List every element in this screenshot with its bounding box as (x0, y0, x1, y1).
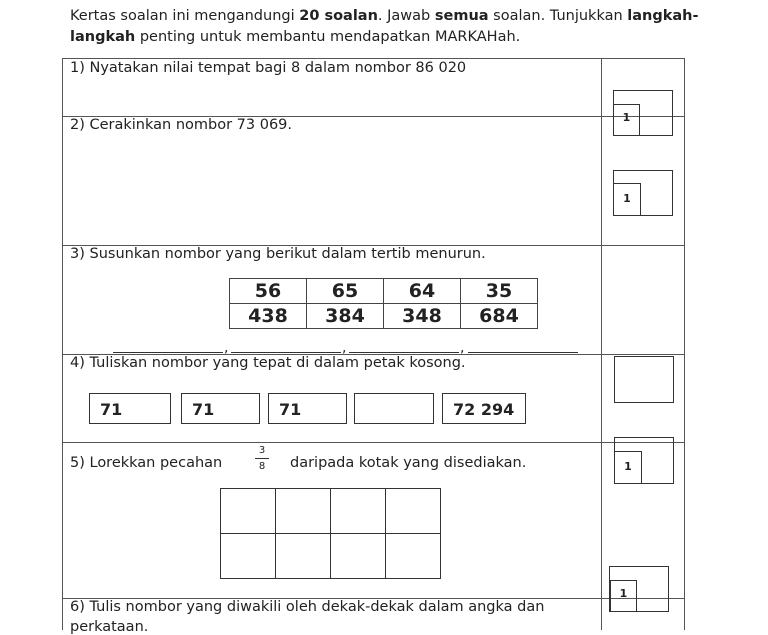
mark-value-q5: 1 (614, 451, 642, 484)
mark-value-q6: 1 (610, 580, 637, 612)
number-cell: 438 (230, 304, 307, 329)
number-cell: 56 (230, 279, 307, 304)
q3-number-row-bottom (230, 304, 538, 329)
question-3: 3) Susunkan nombor yang berikut dalam tertib menurun. (70, 246, 486, 262)
number-cell: 348 (384, 304, 461, 329)
question-5-before: 5) Lorekkan pecahan (70, 455, 223, 471)
grid-cell[interactable] (221, 534, 276, 579)
question-4: 4) Tuliskan nombor yang tepat di dalam petak kosong. (70, 355, 466, 371)
grid-cell[interactable] (331, 489, 386, 534)
question-6-line-1: 6) Tulis nombor yang diwakili oleh dekak-dekak dalam angka dan (70, 599, 545, 615)
fraction-denominator: 8 (258, 461, 266, 472)
intro-bold-1: 20 soalan (299, 8, 378, 24)
shading-grid (220, 488, 441, 579)
q3-number-table (229, 278, 538, 329)
mark-box-q4 (614, 356, 674, 403)
fraction-numerator: 3 (258, 445, 266, 456)
table-border-left (62, 58, 63, 630)
table-border-right (684, 58, 685, 630)
q3-number-row-top (230, 279, 538, 304)
intro-text-4: penting untuk membantu mendapatkan MARKAHah. (135, 29, 521, 45)
grid-cell[interactable] (221, 489, 276, 534)
number-cell: 35 (461, 279, 538, 304)
grid-cell[interactable] (331, 534, 386, 579)
grid-cell[interactable] (386, 489, 441, 534)
sequence-box-1: 71 (89, 393, 171, 424)
question-2: 2) Cerakinkan nombor 73 069. (70, 117, 293, 133)
number-cell: 64 (384, 279, 461, 304)
sequence-box-2: 71 (181, 393, 260, 424)
number-cell: 384 (307, 304, 384, 329)
fraction (255, 444, 269, 473)
row-divider-4 (62, 442, 684, 443)
question-5-after: daripada kotak yang disediakan. (290, 455, 527, 471)
comma-2: , (342, 340, 347, 356)
comma-3: , (460, 340, 465, 356)
intro-text-1: Kertas soalan ini mengandungi (70, 8, 300, 24)
comma-1: , (224, 340, 229, 356)
grid-cell[interactable] (276, 489, 331, 534)
sequence-answer-box[interactable] (354, 393, 434, 424)
marks-column-divider (601, 58, 602, 630)
fraction-bar (255, 458, 269, 459)
table-border-top (62, 58, 684, 59)
mark-value-q2: 1 (613, 183, 641, 216)
answer-blank-1[interactable] (113, 352, 223, 353)
sequence-box-5: 72 294 (442, 393, 526, 424)
sequence-box-3: 71 (268, 393, 347, 424)
number-cell: 65 (307, 279, 384, 304)
answer-blank-3[interactable] (349, 352, 459, 353)
grid-cell[interactable] (386, 534, 441, 579)
answer-blank-4[interactable] (468, 352, 578, 353)
number-cell: 684 (461, 304, 538, 329)
question-6-line-2: perkataan. (70, 619, 149, 635)
intro-bold-2: semua (434, 8, 489, 24)
instructions (70, 6, 710, 48)
answer-blank-2[interactable] (231, 352, 341, 353)
mark-value-q1: 1 (613, 104, 640, 136)
intro-text-3: soalan. Tunjukkan (488, 8, 628, 24)
intro-bold-3: langkah-langkah (70, 8, 699, 45)
grid-cell[interactable] (276, 534, 331, 579)
question-1: 1) Nyatakan nilai tempat bagi 8 dalam nombor 86 020 (70, 60, 467, 76)
intro-text-2: . Jawab (377, 8, 435, 24)
